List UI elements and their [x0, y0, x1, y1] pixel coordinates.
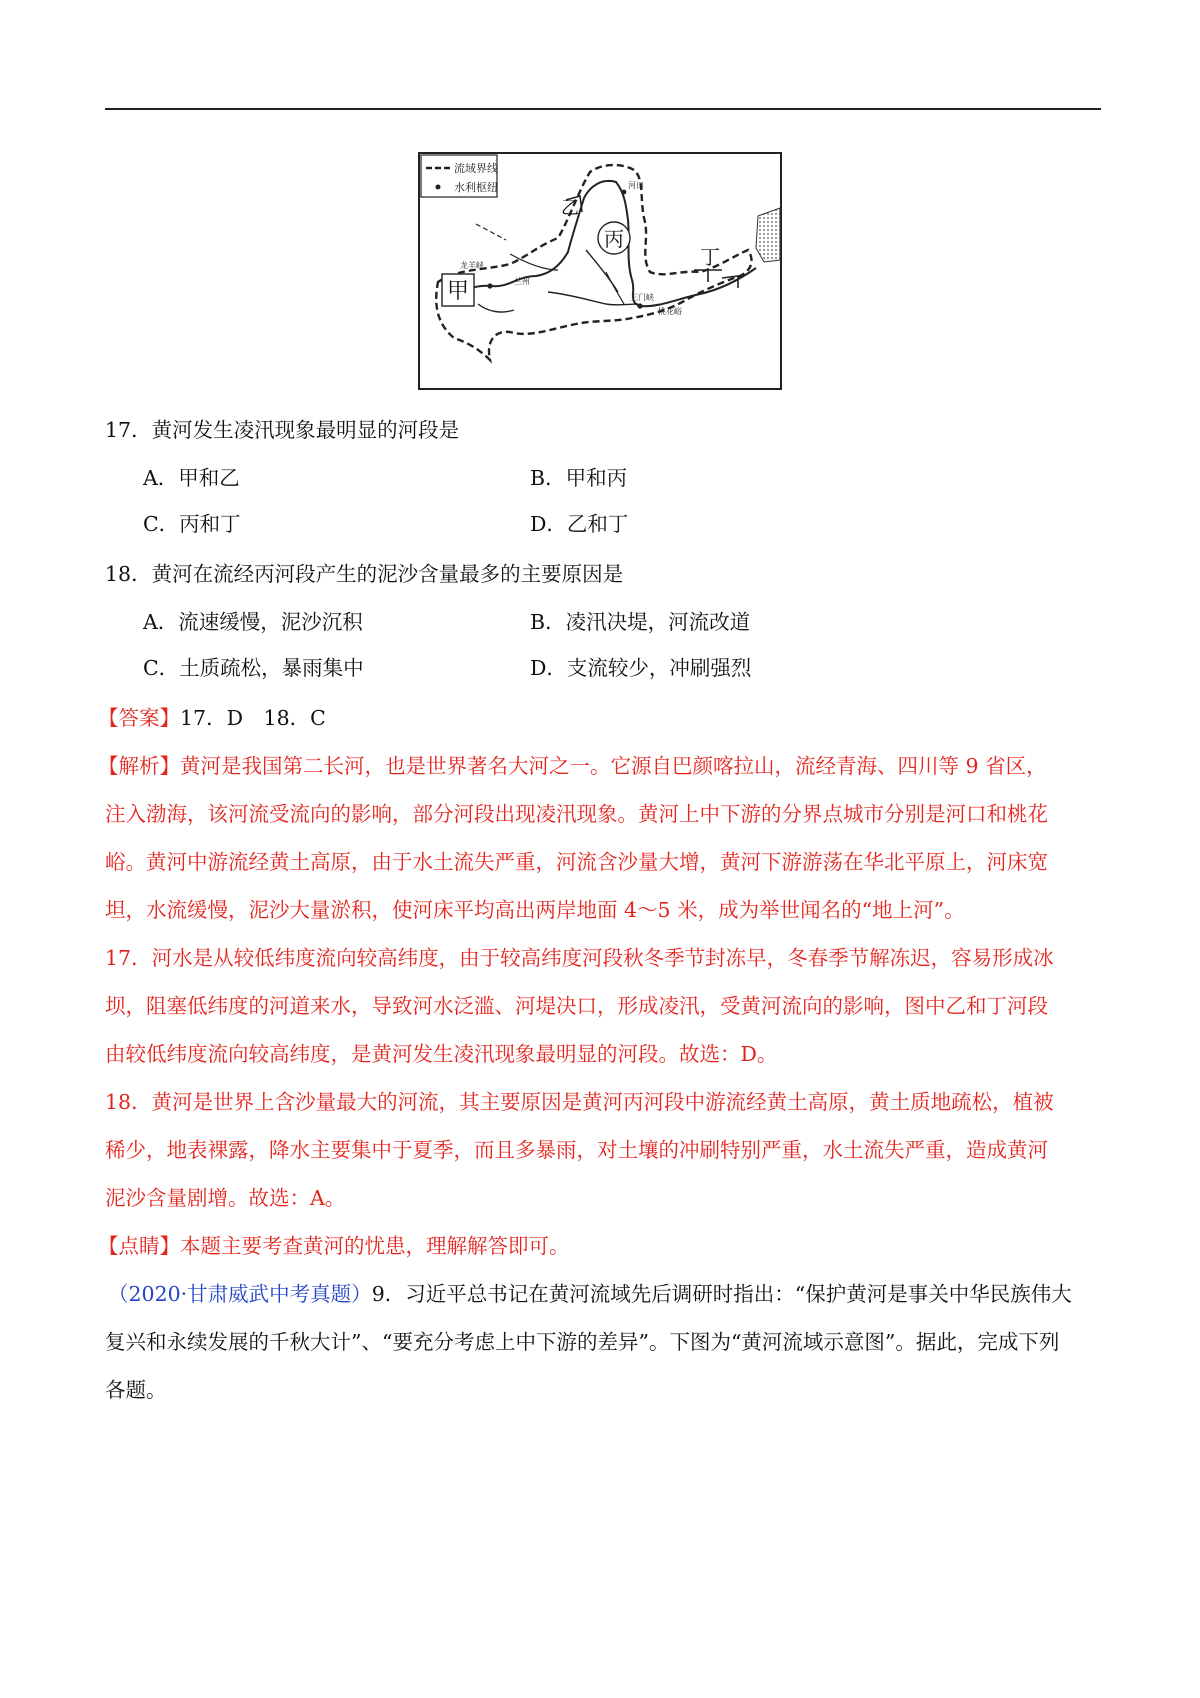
q17-option-d[interactable]: D．乙和丁 — [530, 512, 629, 536]
map-label-bing: 丙 — [604, 227, 624, 251]
analysis-q17-line-3: 由较低纬度流向较高纬度，是黄河发生凌汛现象最明显的河段。故选：D。 — [105, 1042, 778, 1066]
analysis-line-4: 坦，水流缓慢，泥沙大量淤积，使河床平均高出两岸地面 4～5 米，成为举世闻名的“地上河”。 — [105, 898, 965, 922]
q18-option-c[interactable]: C．土质疏松，暴雨集中 — [143, 656, 364, 680]
dianjing-text: 本题主要考查黄河的忧患，理解解答即可。 — [180, 1234, 570, 1258]
q17-option-b[interactable]: B．甲和丙 — [530, 466, 628, 490]
analysis-text-1: 黄河是我国第二长河，也是世界著名大河之一。它源自巴颜喀拉山，流经青海、四川等 9 省区， — [180, 754, 1047, 778]
analysis-q17-line-1: 17．河水是从较低纬度流向较高纬度，由于较高纬度河段秋冬季节封冻早，冬春季节解冻迟，容易形成冰 — [105, 946, 1054, 970]
map-label-hekou: 河口 — [628, 181, 644, 190]
q18-option-d[interactable]: D．支流较少，冲刷强烈 — [530, 656, 752, 680]
q17-option-c[interactable]: C．丙和丁 — [143, 512, 241, 536]
legend-dam-label: 水利枢纽 — [454, 181, 498, 194]
dam-hekou — [622, 190, 627, 195]
map-label-sanmenxia: 三门峡 — [630, 293, 654, 302]
next-question-line-2: 复兴和永续发展的千秋大计”、“要充分考虑上中下游的差异”。下图为“黄河流域示意图”。据此，完成下列 — [105, 1330, 1060, 1354]
header-rule — [105, 108, 1101, 110]
analysis-tag: 【解析】 — [98, 754, 180, 778]
analysis-q18-line-2: 稀少，地表裸露，降水主要集中于夏季，而且多暴雨，对土壤的冲刷特别严重，水土流失严重，造成黄河 — [105, 1138, 1048, 1162]
map-label-taohuayu: 桃花峪 — [658, 307, 682, 316]
q18-stem: 18．黄河在流经丙河段产生的泥沙含量最多的主要原因是 — [105, 562, 624, 586]
q18-option-b[interactable]: B．凌汛决堤，河流改道 — [530, 610, 751, 634]
answer-text: 17．D 18．C — [180, 706, 326, 730]
next-question-line-1 — [108, 1280, 1108, 1308]
analysis-line-1 — [98, 752, 1098, 780]
yellow-river-basin-map — [418, 152, 782, 390]
q17-option-a[interactable]: A．甲和乙 — [143, 466, 240, 490]
map-label-ding: 丁 — [700, 245, 720, 269]
legend-dam-swatch — [436, 185, 441, 190]
map-label-longyangxia: 龙羊峡 — [460, 261, 484, 270]
dianjing-tag: 【点睛】 — [98, 1234, 180, 1258]
q18-option-a[interactable]: A．流速缓慢，泥沙沉积 — [143, 610, 363, 634]
answer-line — [98, 704, 1098, 732]
legend-boundary-label: 流域界线 — [454, 162, 498, 175]
analysis-line-2: 注入渤海，该河流受流向的影响，部分河段出现凌汛现象。黄河上中下游的分界点城市分别是河口和桃花 — [105, 802, 1048, 826]
answer-tag: 【答案】 — [98, 706, 180, 730]
next-question-text-1: 9．习近平总书记在黄河流域先后调研时指出：“保护黄河是事关中华民族伟大 — [371, 1282, 1072, 1306]
analysis-line-3: 峪。黄河中游流经黄土高原，由于水土流失严重，河流含沙量大增，黄河下游游荡在华北平原上，河床宽 — [105, 850, 1048, 874]
sea-area — [756, 208, 780, 262]
dianjing-line — [98, 1232, 1098, 1260]
dam-longyangxia — [487, 283, 492, 288]
q17-stem: 17．黄河发生凌汛现象最明显的河段是 — [105, 418, 460, 442]
map-label-jia: 甲 — [446, 279, 470, 304]
next-question-source: （2020·甘肃威武中考真题） — [108, 1282, 372, 1306]
analysis-q18-line-1: 18．黄河是世界上含沙量最大的河流，其主要原因是黄河丙河段中游流经黄土高原，黄土质地疏松，植被 — [105, 1090, 1054, 1114]
map-label-yi: 乙 — [561, 198, 579, 219]
analysis-q18-line-3: 泥沙含量剧增。故选：A。 — [105, 1186, 346, 1210]
analysis-q17-line-2: 坝，阻塞低纬度的河道来水，导致河水泛滥、河堤决口，形成凌汛，受黄河流向的影响，图中乙和丁河段 — [105, 994, 1048, 1018]
map-label-lanzhou: 兰州 — [514, 277, 530, 286]
dam-sanmenxia — [637, 303, 642, 308]
next-question-line-3: 各题。 — [105, 1378, 167, 1402]
